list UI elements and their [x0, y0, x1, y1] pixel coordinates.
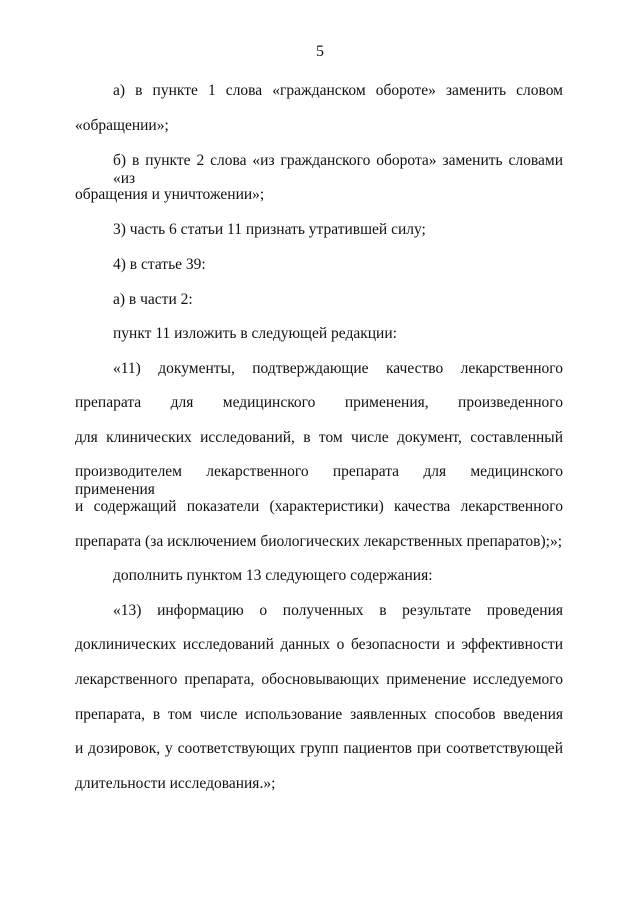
paragraph-line: а) в части 2:	[113, 291, 193, 308]
paragraph-line: «13) информацию о полученных в результате проведения	[113, 602, 563, 619]
paragraph-line: обращения и уничтожении»;	[75, 186, 265, 203]
paragraph-line: дополнить пунктом 13 следующего содержания:	[113, 567, 433, 584]
paragraph-line: 3) часть 6 статьи 11 признать утратившей силу;	[113, 221, 426, 238]
paragraph-line: препарата, в том числе использование заявленных способов введения	[75, 706, 563, 723]
paragraph-line: доклинических исследований данных о безопасности и эффективности	[75, 636, 563, 653]
paragraph-line: пункт 11 изложить в следующей редакции:	[113, 325, 397, 342]
paragraph-line: б) в пункте 2 слова «из гражданского оборота» заменить словами «из	[113, 152, 563, 187]
paragraph-line: а) в пункте 1 слова «гражданском обороте» заменить словом	[113, 82, 563, 99]
page-number: 5	[316, 43, 324, 60]
paragraph-line: 4) в статье 39:	[113, 256, 206, 273]
paragraph-line: лекарственного препарата, обосновывающих применение исследуемого	[75, 671, 563, 688]
paragraph-line: «обращении»;	[75, 117, 169, 134]
paragraph-line: и содержащий показатели (характеристики) качества лекарственного	[75, 498, 563, 515]
paragraph-line: и дозировок, у соответствующих групп пациентов при соответствующей	[75, 740, 563, 757]
paragraph-line: «11) документы, подтверждающие качество лекарственного	[113, 360, 563, 377]
paragraph-line: производителем лекарственного препарата для медицинского применения	[75, 463, 563, 498]
paragraph-line: препарата (за исключением биологических лекарственных препаратов);»;	[75, 533, 563, 550]
paragraph-line: препарата для медицинского применения, произведенного	[75, 394, 563, 411]
paragraph-line: длительности исследования.»;	[75, 775, 276, 792]
paragraph-line: для клинических исследований, в том числе документ, составленный	[75, 429, 563, 446]
